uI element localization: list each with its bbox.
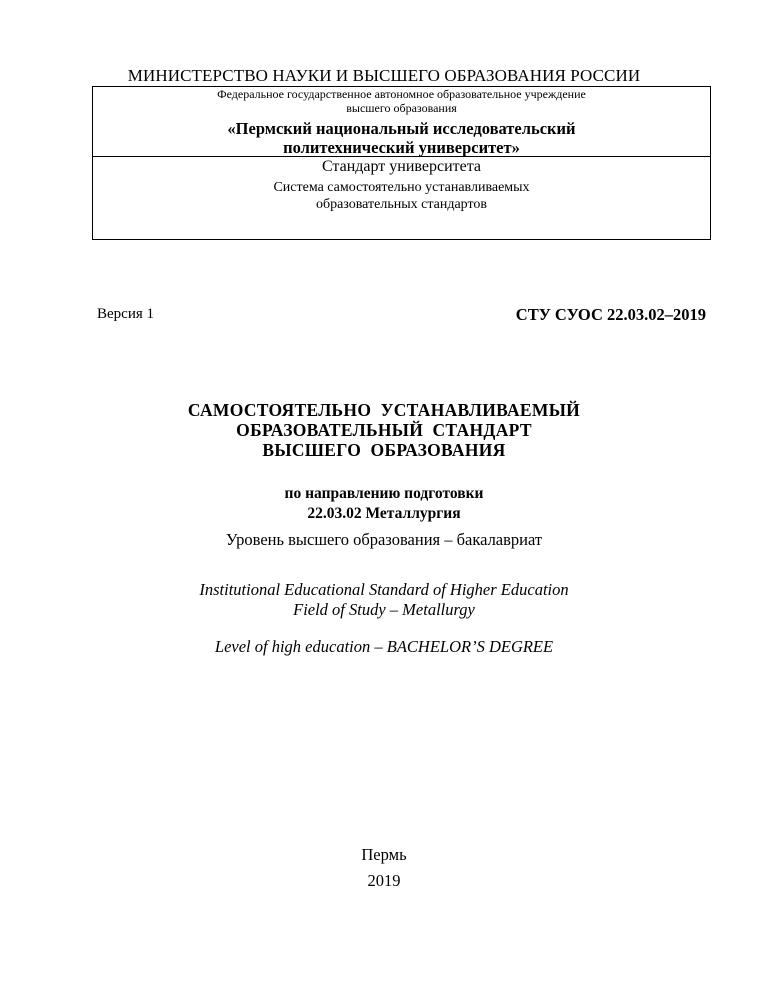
direction-line2: 22.03.02 Металлургия	[307, 505, 461, 522]
standard-info-section	[93, 157, 710, 305]
education-level-ru: Уровень высшего образования – бакалавриат	[225, 530, 543, 549]
study-direction	[0, 484, 768, 524]
version-row	[93, 303, 712, 327]
education-level-en: Level of high education – BACHELOR’S DEGREE	[214, 637, 554, 656]
version-label: Версия 1	[97, 306, 154, 322]
title-line1: САМОСТОЯТЕЛЬНО УСТАНАВЛИВАЕМЫЙ	[187, 400, 581, 420]
university-name-line2: политехнический университет»	[283, 138, 520, 157]
year: 2019	[367, 871, 401, 890]
system-line1: Система самостоятельно устанавливаемых	[273, 180, 530, 195]
institution-type-line1: Федеральное государственное автономное образовательное учреждение	[217, 87, 586, 101]
title-line2: ОБРАЗОВАТЕЛЬНЫЙ СТАНДАРТ	[236, 420, 532, 440]
document-title	[0, 400, 768, 460]
university-header-box	[92, 86, 711, 324]
standard-label: Стандарт университета	[321, 158, 482, 175]
institution-type-line2: высшего образования	[346, 101, 457, 115]
system-line2: образовательных стандартов	[315, 197, 488, 212]
university-name-line1: «Пермский национальный исследовательский	[227, 119, 576, 138]
title-line3: ВЫСШЕГО ОБРАЗОВАНИЯ	[262, 440, 506, 460]
ministry-heading: МИНИСТЕРСТВО НАУКИ И ВЫСШЕГО ОБРАЗОВАНИЯ РОССИИ	[127, 66, 641, 85]
english-title-line1: Institutional Educational Standard of Higher Education	[199, 580, 569, 599]
university-info-section	[93, 87, 710, 157]
direction-line1: по направлению подготовки	[284, 485, 484, 502]
english-title	[0, 580, 768, 620]
standard-code: СТУ СУОС 22.03.02–2019	[515, 305, 706, 324]
city: Пермь	[361, 845, 407, 864]
english-title-line2: Field of Study – Metallurgy	[293, 600, 475, 619]
